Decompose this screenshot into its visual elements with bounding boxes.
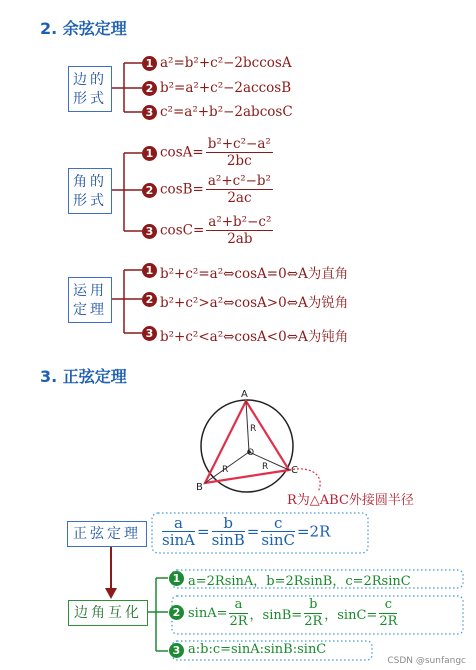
radius-note: R为△ABC外接圆半径 [287,493,414,508]
center-o-label: O [247,448,255,458]
ratio-b-numerator: b [212,515,245,532]
cosine-law-a: a²=b²+c²−2bccosA [160,55,292,71]
radius-label-2: R [222,465,229,475]
ratio-a-denominator: sinA [162,531,195,549]
ratio-b-denominator: sinB [211,531,245,549]
sinB-lhs: ，sinB= [249,608,303,623]
badge-2: 2 [142,81,157,96]
cosB-numerator: a²+c²−b² [207,173,271,189]
sinB-denominator: 2R [304,614,323,629]
section-2-heading [40,16,127,39]
cosine-law-b: b²=a²+c²−2accosB [160,80,292,96]
vertex-b-label: B [196,482,203,493]
badge-1: 1 [142,146,157,161]
sinA-numerator: a [229,597,247,614]
section-3-heading [40,364,127,387]
sinC-numerator: c [379,597,397,614]
ratio-c-numerator: c [261,515,295,532]
sinA-lhs: sinA= [188,606,228,621]
sinC-lhs: ，sinC= [324,608,378,623]
cosA-denominator: 2bc [226,153,252,169]
bracket-conversion [148,578,168,651]
bracket-application [112,270,142,333]
label-application [68,277,112,323]
section-3-number: 3. [40,367,58,386]
badge-2: 2 [142,292,157,307]
vertex-a-label: A [241,389,248,400]
label-angle-form-line1: 角的 [73,174,107,190]
badge-1: 1 [169,571,184,586]
badge-1: 1 [142,56,157,71]
label-edge-form [68,66,112,112]
label-side-angle-conversion: 边角互化 [68,600,148,626]
law-of-sines-formula: $\frac{a}{\sin A}$ = $\frac{b}{\sin B}$ = $\frac{c}{\sin C}$ =2R [162,514,331,549]
ratio-c-denominator: sinC [261,531,295,549]
cosC-formula [160,214,275,247]
cosB-denominator: 2ac [227,190,252,206]
ratio-of-sides: a:b:c=sinA:sinB:sinC [188,642,327,657]
cosA-formula [160,136,275,169]
label-application-line1: 运用 [73,283,107,299]
radius-label-1: R [250,424,257,434]
cosA-lhs: cosA= [160,144,204,161]
sides-from-sines: a=2RsinA，b=2RsinB，c=2RsinC [188,574,411,589]
bracket-angle-form [112,153,142,231]
badge-2: 2 [169,605,184,620]
badge-3: 3 [142,326,157,341]
cosA-numerator: b²+c²−a² [207,136,271,152]
label-angle-form-line2: 形式 [73,193,107,209]
label-angle-form [68,168,112,214]
label-edge-form-line1: 边的 [73,72,107,88]
cosB-formula [160,173,275,206]
sinC-denominator: 2R [379,614,398,629]
radius-label-3: R [262,462,269,472]
ratio-a-numerator: a [162,515,195,532]
section-2-number: 2. [40,19,58,38]
badge-2: 2 [142,183,157,198]
bracket-edge-form [112,63,142,112]
badge-3: 3 [142,105,157,120]
acute-angle-condition: b²+c²>a²⇔cosA>0⇔A为锐角 [160,295,349,311]
cosC-numerator: a²+b²−c² [208,214,272,230]
badge-3: 3 [169,643,184,658]
sinB-numerator: b [304,597,322,614]
vertex-c-label: C [291,465,298,476]
cosC-denominator: 2ab [227,231,253,247]
badge-3: 3 [142,224,157,239]
sines-from-sides [188,597,399,630]
badge-1: 1 [142,263,157,278]
section-2-title: 余弦定理 [62,19,127,38]
obtuse-angle-condition: b²+c²<a²⇔cosA<0⇔A为钝角 [160,329,349,345]
circumcircle-diagram [201,400,320,492]
cosB-lhs: cosB= [160,181,204,198]
label-application-line2: 定理 [73,302,107,318]
watermark: CSDN @sunfangc [387,656,466,666]
section-3-title: 正弦定理 [62,367,127,386]
cosC-lhs: cosC= [160,222,205,239]
sinA-denominator: 2R [229,614,248,629]
label-edge-form-line2: 形式 [73,91,107,107]
law-tail: =2R [296,522,331,541]
label-law-of-sines: 正弦定理 [67,521,147,547]
cosine-law-c: c²=a²+b²−2abcosC [160,104,293,120]
right-angle-condition: b²+c²=a²⇔cosA=0⇔A为直角 [160,266,349,282]
